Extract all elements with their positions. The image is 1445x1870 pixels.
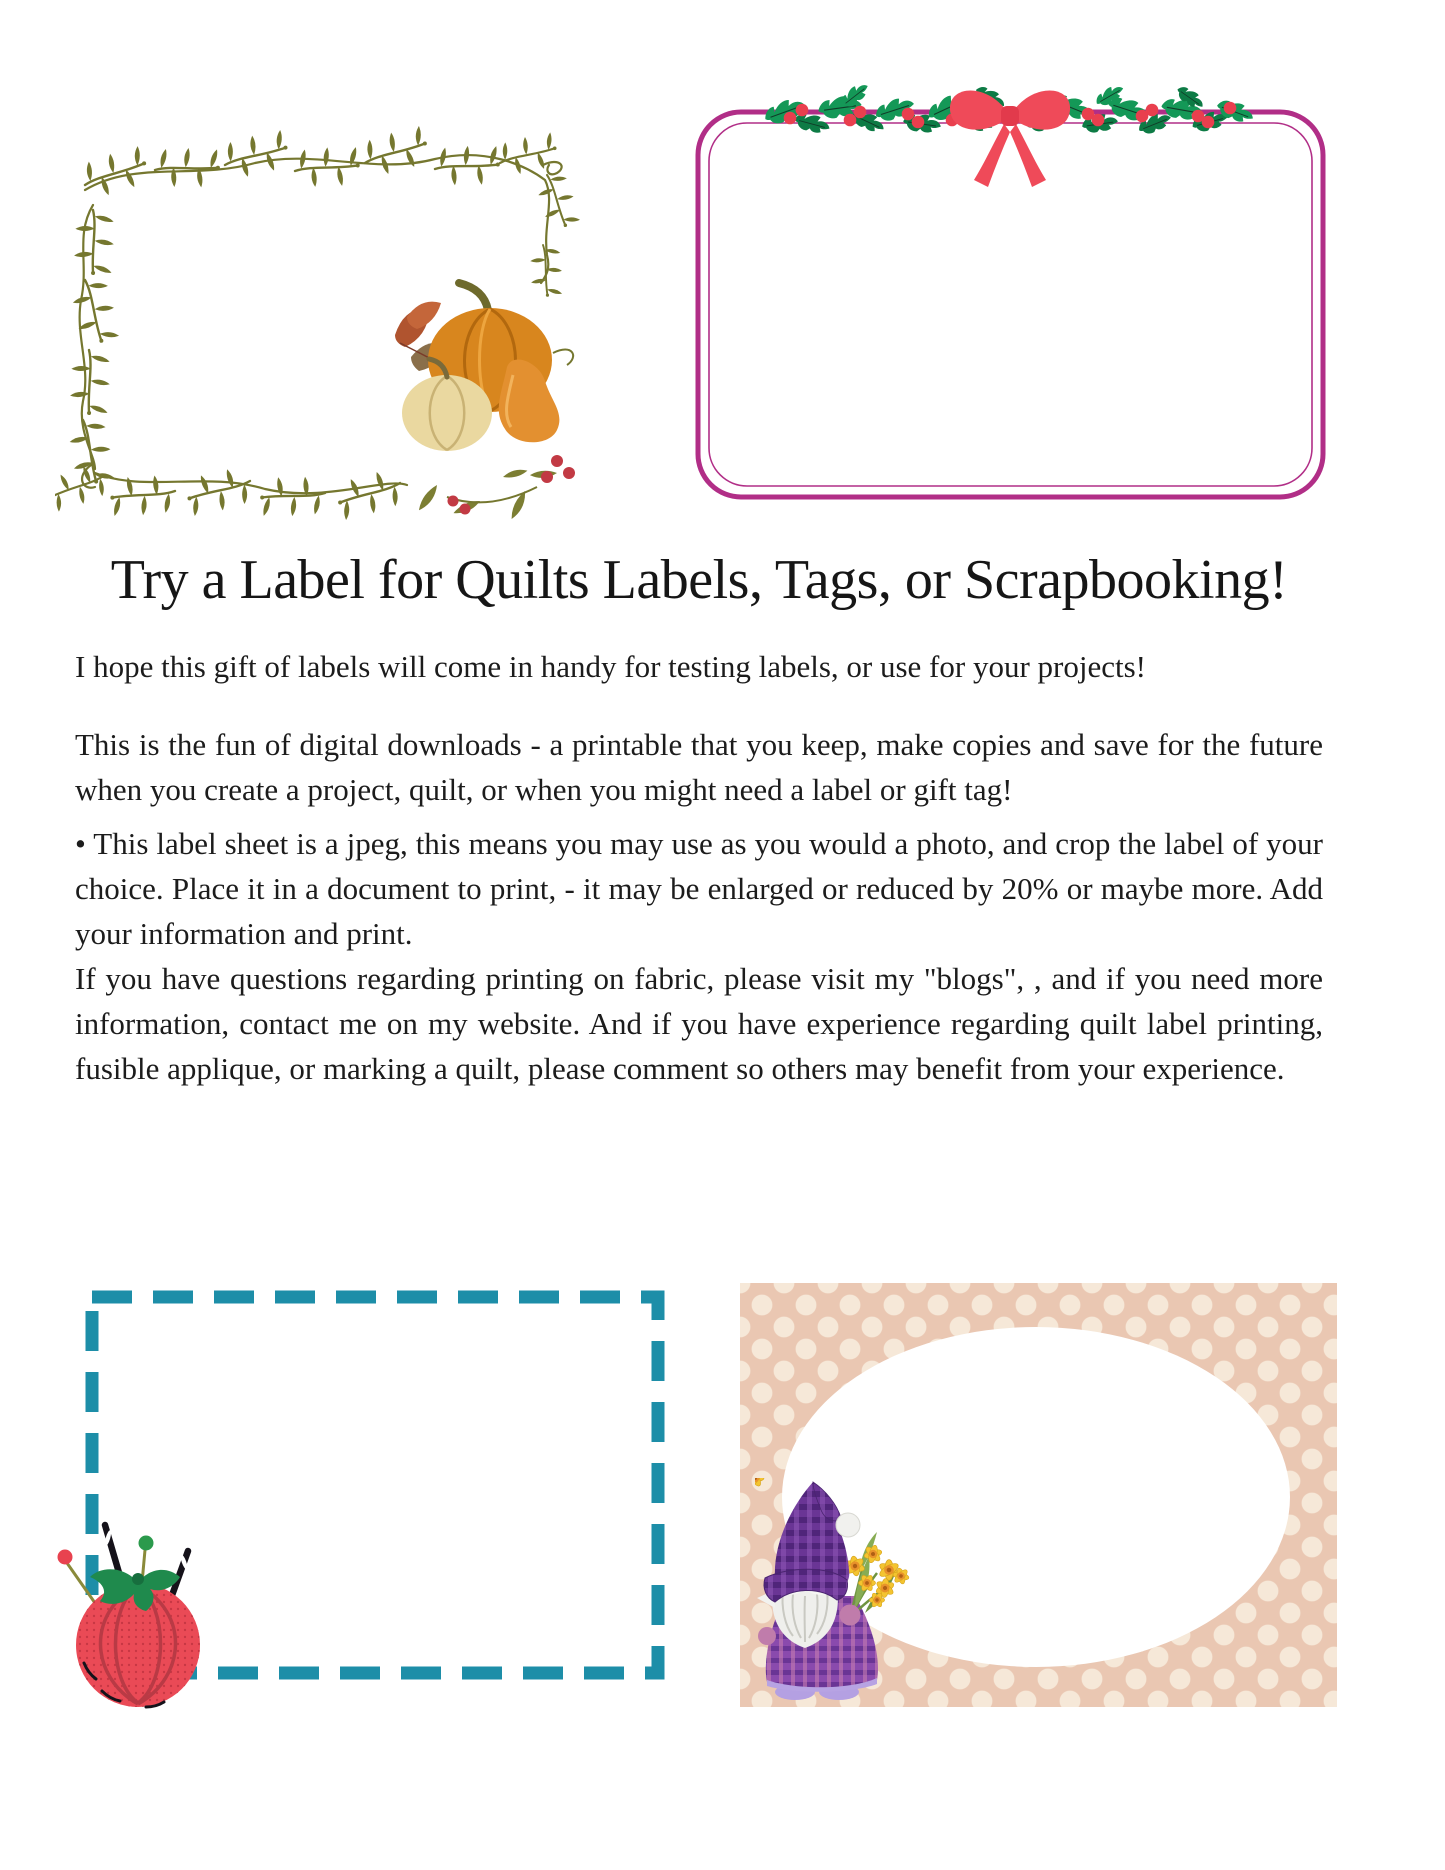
gnome-illustration bbox=[755, 1478, 920, 1700]
pumpkin-illustration bbox=[395, 283, 575, 519]
red-bow bbox=[950, 90, 1070, 187]
paragraph-questions: If you have questions regarding printing on fabric, please visit my "blogs", , and if you need more information, contact me on my website. And if you have experience regarding quilt label printing, fusible applique, or marking a quilt, please comment so others may benefit from your experience. bbox=[75, 961, 1323, 1086]
paragraph-digital-downloads: This is the fun of digital downloads - a printable that you keep, make copies and save for the future when you create a project, quilt, or when you might need a label or gift tag! bbox=[75, 727, 1323, 807]
gnome-hat bbox=[764, 1482, 860, 1602]
magenta-frame bbox=[698, 112, 1323, 497]
body-text bbox=[75, 722, 1323, 1091]
vine-border-graphic bbox=[55, 105, 580, 520]
pincushion-illustration bbox=[50, 1495, 255, 1720]
gnome-hand bbox=[758, 1627, 776, 1645]
berries bbox=[448, 455, 576, 515]
gnome-hand bbox=[840, 1605, 861, 1626]
tomato-pincushion bbox=[76, 1569, 200, 1707]
holly-frame-graphic bbox=[690, 68, 1330, 508]
hat-pompom bbox=[836, 1513, 860, 1537]
paragraph-jpeg-bullet: • This label sheet is a jpeg, this means you may use as you would a photo, and crop the label of your choice. Place it in a document to print, - it may be enlarged or reduced by 20% or maybe more. Add your information and print. bbox=[75, 826, 1323, 951]
gnome-polka-label bbox=[740, 1283, 1337, 1707]
christmas-holly-label bbox=[690, 68, 1330, 508]
intro-paragraph: I hope this gift of labels will come in handy for testing labels, or use for your projects! bbox=[75, 649, 1146, 684]
autumn-vine-label bbox=[55, 105, 580, 520]
holly-garland bbox=[762, 80, 1256, 187]
page-title: Try a Label for Quilts Labels, Tags, or Scrapbooking! bbox=[110, 549, 1288, 611]
